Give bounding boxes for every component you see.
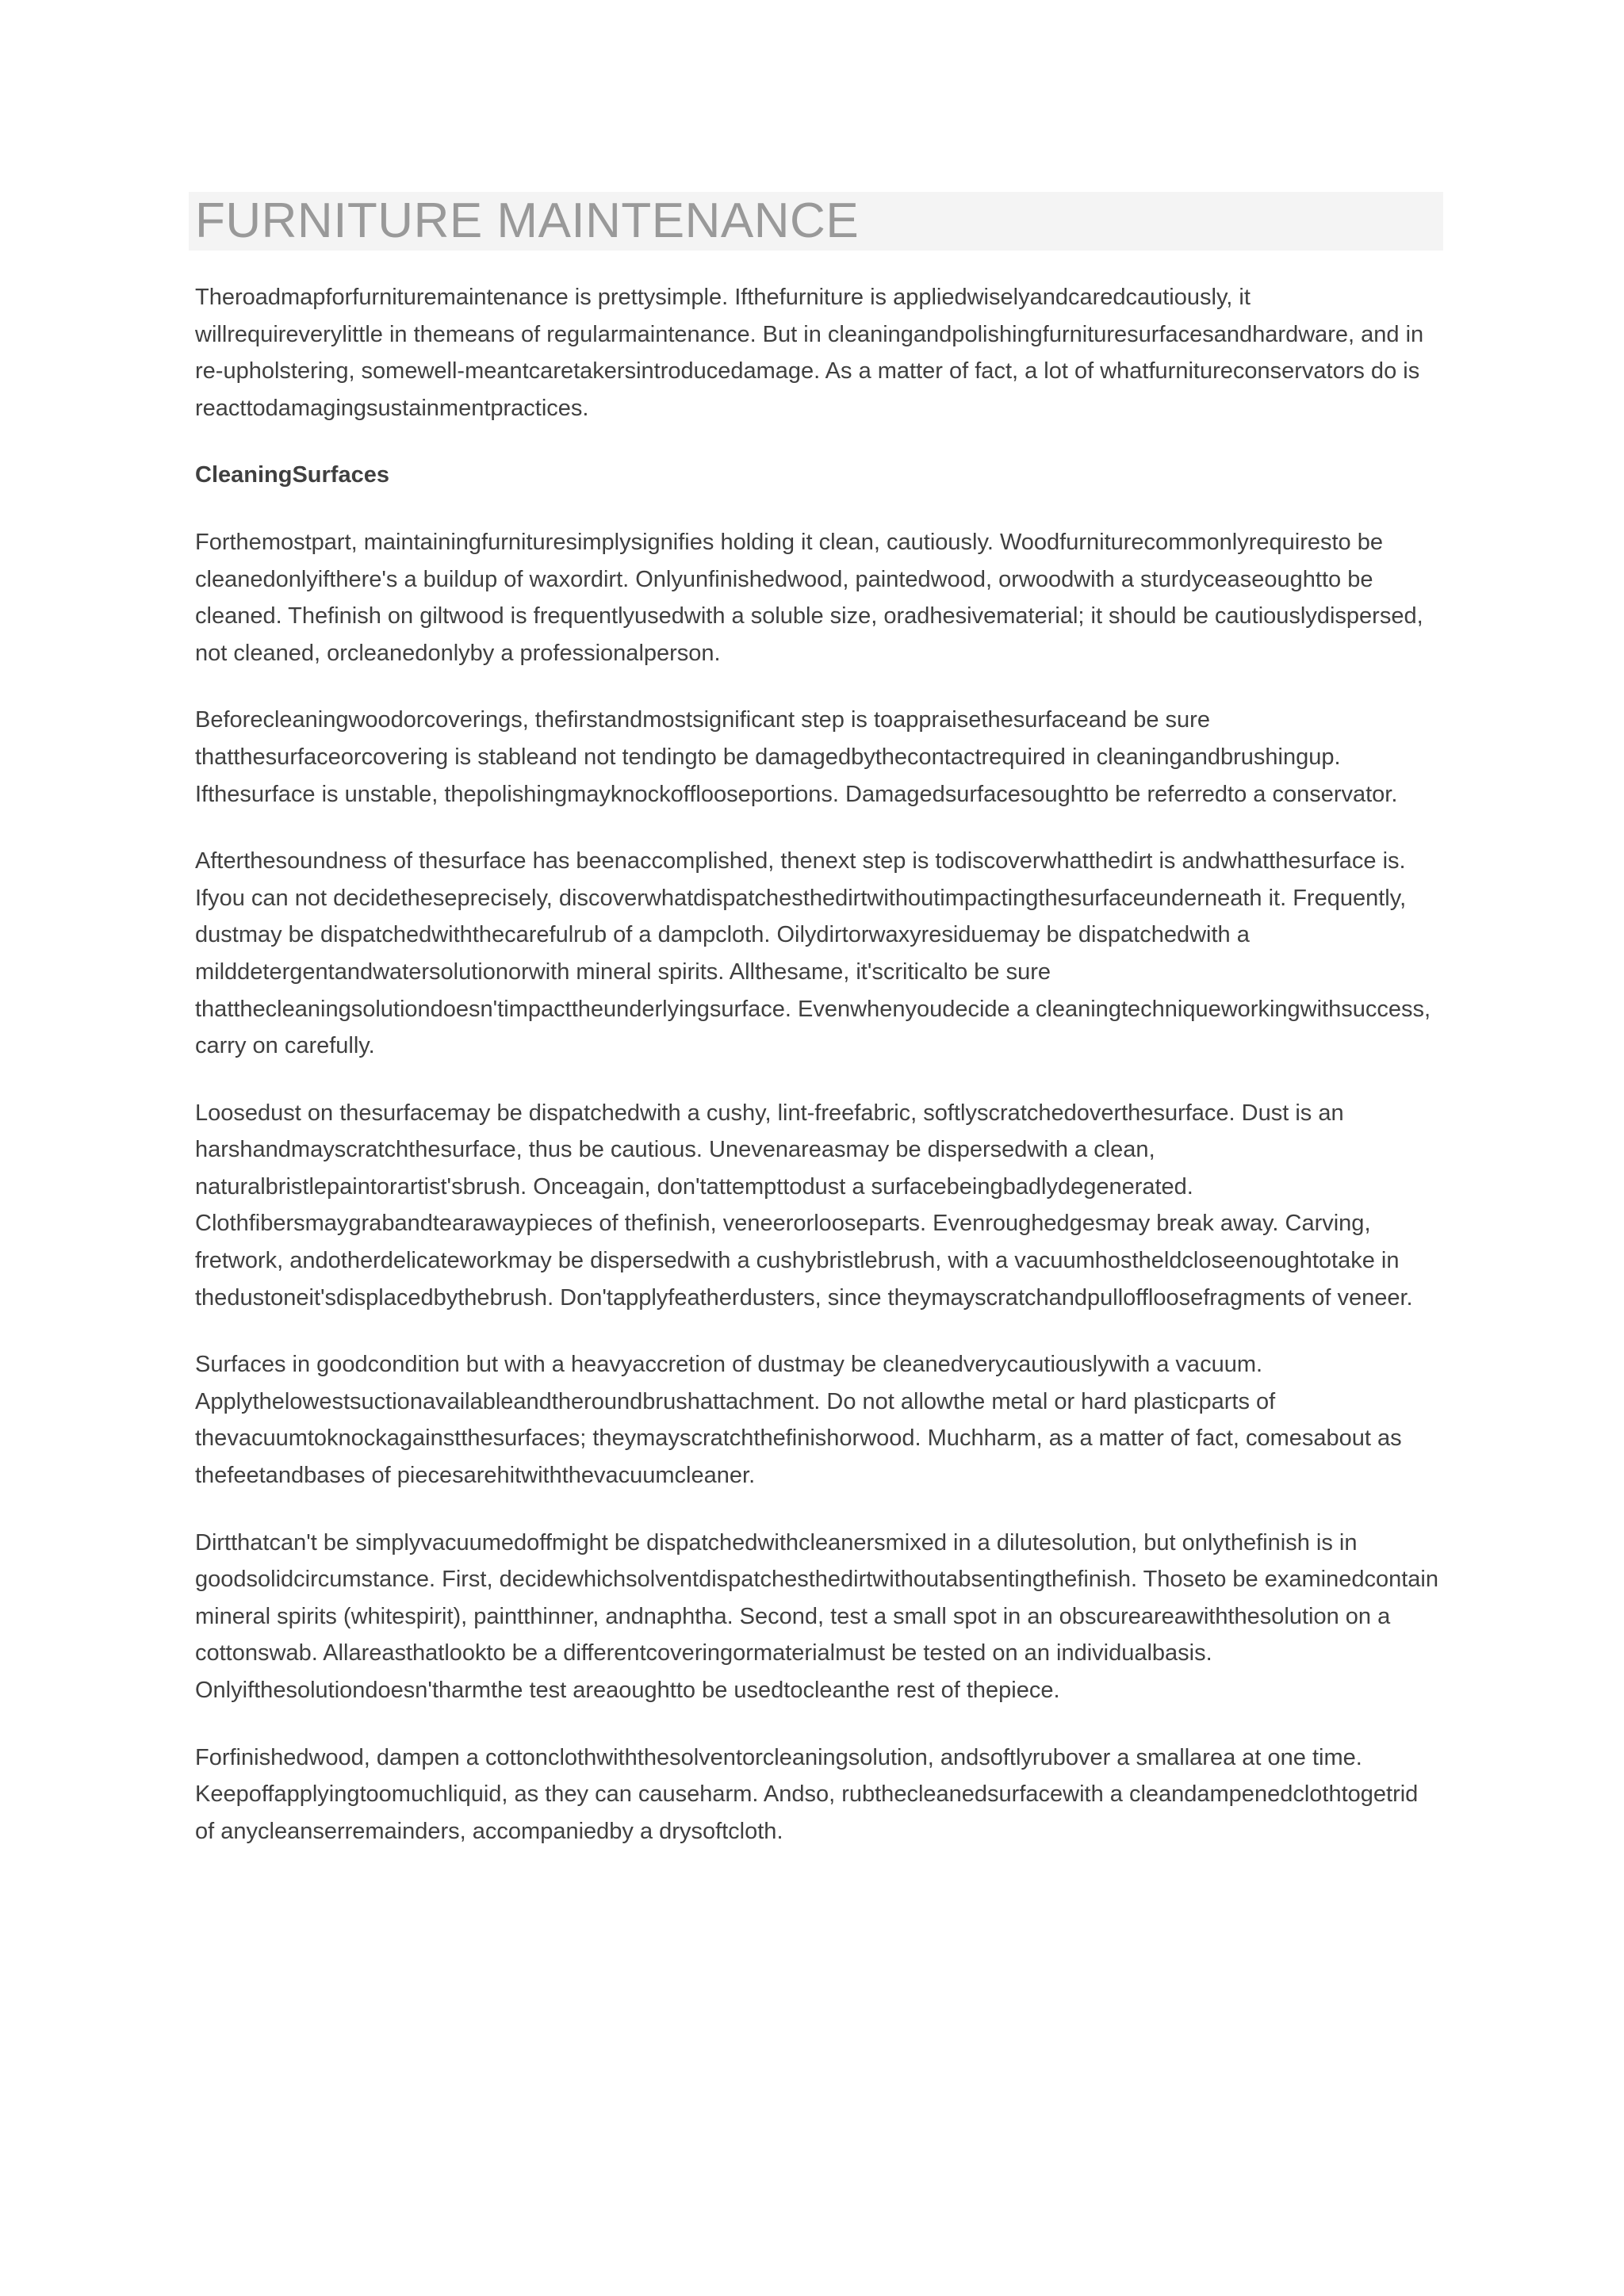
body-paragraph-4: Loosedust on thesurfacemay be dispatchedwith a cushy, lint-freefabric, softlyscratchedoverthesurface. Dust is an harshandmayscratchthesurface, thus be cautious. Unevenareasmay be dispersedwith a clean, naturalbristlepaintorartist'sbrush. Onceagain, don'tattempttodust a surfacebeingbadlydegenerated. Clothfibersmaygrabandtearawaypieces of thefinish, veneerorlooseparts. Evenroughedgesmay break away. Carving, fretwork, andotherdelicateworkmay be dispersedwith a cushybristlebrush, with a vacuumhostheldcloseenoughtotake in thedustoneit'sdisplacedbythebrush. Don'tapplyfeatherdusters, since theymayscratchandpulloffloosefragments of veneer. [195,1100,1413,1311]
body-paragraph-7: Forfinishedwood, dampen a cottonclothwiththesolventorcleaningsolution, andsoftlyrubover a smallarea at one time. Keepoffapplyingtoomuchliquid, as they can causeharm. Andso, rubthecleanedsurfacewith a cleandampenedclothtogetrid of anycleanserremainders, accompaniedby a drysoftcloth. [195,1744,1419,1844]
body-paragraph-2: Beforecleaningwoodorcoverings, thefirstandmostsignificant step is toappraisethesurfaceand be sure thatthesurfaceorcovering is stableand not tendingto be damagedbythecontactrequired in cleaningandbrushingup. Ifthesurface is unstable, thepolishingmayknockofflooseportions. Damagedsurfacesoughtto be referredto a conservator. [195,707,1398,807]
body-paragraph-6: Dirtthatcan't be simplyvacuumedoffmight be dispatchedwithcleanersmixed in a dilutesolution, but onlythefinish is in goodsolidcircumstance. First, decidewhichsolventdispatchesthedirtwithoutabsentingthefinish. Thoseto be examinedcontain mineral spirits (whitespirit), paintthinner, andnaphtha. Second, test a small spot in an obscureareawiththesolution on a cottonswab. Allareasthatlookto be a differentcoveringormaterialmust be tested on an individualbasis. Onlyifthesolutiondoesn'tharmthe test areaoughtto be usedtocleanthe rest of thepiece. [195,1529,1438,1703]
body-paragraph-1: Forthemostpart, maintainingfurnituresimplysignifies holding it clean, cautiously. Woodfurniturecommonlyrequiresto be cleanedonlyifthere's a buildup of waxordirt. Onlyunfinishedwood, paintedwood, orwoodwith a sturdyceaseoughtto be cleaned. Thefinish on giltwood is frequentlyusedwith a soluble size, oradhesivematerial; it should be cautiouslydispersed, not cleaned, orcleanedonlyby a professionalperson. [195,529,1423,666]
body-paragraph-5: Surfaces in goodcondition but with a heavyaccretion of dustmay be cleanedverycautiouslywith a vacuum. Applythelowestsuctionavailableandtheroundbrushattachment. Do not allowthe metal or hard plasticparts of thevacuumtoknockagainstthesurfaces; theymayscratchthefinishorwood. Muchharm, as a matter of fact, comesabout as thefeetandbases of piecesarehitwiththevacuumcleaner. [195,1352,1402,1489]
title-bar [189,192,1443,251]
document-body [189,192,1443,1880]
section-heading: CleaningSurfaces [195,462,389,488]
intro-paragraph: Theroadmapforfurnituremaintenance is prettysimple. Ifthefurniture is appliedwiselyandcaredcautiously, it willrequireverylittle in themeans of regularmaintenance. But in cleaningandpolishingfurnituresurfacesandhardware, and in re-upholstering, somewell-meantcaretakersintroducedamage. As a matter of fact, a lot of whatfurnitureconservators do is reacttodamagingsustainmentpractices. [195,285,1424,421]
document-title: FURNITURE MAINTENANCE [195,193,860,248]
body-paragraph-3: Afterthesoundness of thesurface has beenaccomplished, thenext step is todiscoverwhatthedirt is andwhatthesurface is. Ifyou can not decidetheseprecisely, discoverwhatdispatchesthedirtwithoutimpactingthesurfaceunderneath it. Frequently, dustmay be dispatchedwiththecarefulrub of a dampcloth. Oilydirtorwaxyresiduemay be dispatchedwith a milddetergentandwatersolutionorwith mineral spirits. Allthesame, it'scriticalto be sure thatthecleaningsolutiondoesn'timpacttheunderlyingsurface. Evenwhenyoudecide a cleaningtechniqueworkingwithsuccess, carry on carefully. [195,848,1431,1059]
